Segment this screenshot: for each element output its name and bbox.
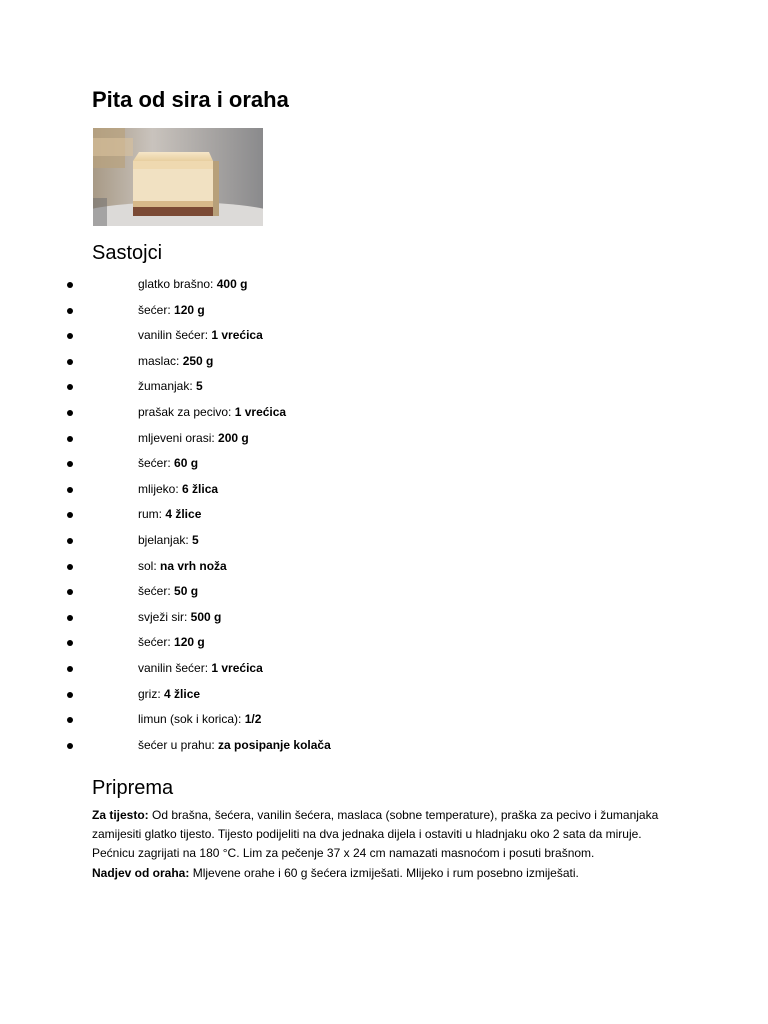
ingredient-text bbox=[138, 630, 205, 656]
filling-text: Mljevene orahe i 60 g šećera izmiješati. Mlijeko i rum posebno izmiješati. bbox=[189, 865, 579, 880]
ingredient-name: maslac: bbox=[138, 353, 183, 368]
ingredients-heading: Sastojci bbox=[92, 242, 163, 264]
ingredient-item bbox=[0, 374, 768, 400]
ingredient-text bbox=[138, 605, 221, 631]
bullet-icon bbox=[67, 564, 73, 570]
recipe-title: Pita od sira i oraha bbox=[92, 87, 289, 112]
ingredient-text bbox=[138, 426, 249, 452]
preparation-text bbox=[92, 806, 682, 883]
ingredient-amount: 5 bbox=[196, 379, 203, 394]
bullet-icon bbox=[67, 743, 73, 749]
ingredient-text bbox=[138, 451, 198, 477]
ingredient-name: šećer: bbox=[138, 635, 175, 650]
ingredient-text bbox=[138, 272, 247, 298]
ingredient-item bbox=[0, 477, 768, 503]
ingredient-name: bjelanjak: bbox=[138, 532, 193, 547]
ingredient-item bbox=[0, 630, 768, 656]
ingredient-text bbox=[138, 579, 198, 605]
ingredient-amount: 200 g bbox=[218, 430, 249, 445]
ingredient-text bbox=[138, 400, 286, 426]
ingredient-name: vanilin šećer: bbox=[138, 660, 212, 675]
ingredient-item bbox=[0, 656, 768, 682]
bullet-icon bbox=[67, 308, 73, 314]
ingredient-text bbox=[138, 554, 227, 580]
ingredient-item bbox=[0, 272, 768, 298]
ingredient-name: svježi sir: bbox=[138, 609, 191, 624]
ingredient-text bbox=[138, 682, 200, 708]
bullet-icon bbox=[67, 640, 73, 646]
ingredient-text bbox=[138, 656, 263, 682]
ingredient-amount: 120 g bbox=[174, 635, 205, 650]
ingredient-amount: 500 g bbox=[190, 609, 222, 624]
bullet-icon bbox=[67, 589, 73, 595]
ingredient-amount: 1 vrećica bbox=[234, 404, 287, 419]
ingredient-amount: 4 žlice bbox=[164, 686, 201, 701]
ingredient-amount: 60 g bbox=[174, 456, 199, 471]
ingredient-item bbox=[0, 451, 768, 477]
ingredient-amount: 1 vrećica bbox=[211, 660, 263, 675]
ingredient-amount: 400 g bbox=[216, 277, 248, 291]
ingredient-item bbox=[0, 682, 768, 708]
ingredient-text bbox=[138, 349, 213, 375]
dough-text: Od brašna, šećera, vanilin šećera, maslaca (sobne temperature), praška za pecivo i žumanjaka zamijesiti glatko tijesto. Tijesto podijeliti na dva jednaka dijela i ostaviti u hladnjaku oko 2 sata da miruje. Pećnicu zagrijati na 180 °C. Lim za pečenje 37 x 24 cm namazati masnoćom i posuti brašnom. bbox=[92, 808, 659, 861]
bullet-icon bbox=[67, 615, 73, 621]
ingredient-item bbox=[0, 605, 768, 631]
ingredient-item bbox=[0, 707, 768, 733]
ingredient-item bbox=[0, 502, 768, 528]
ingredient-text bbox=[138, 502, 201, 528]
filling-label: Nadjev od oraha: bbox=[92, 865, 190, 880]
ingredient-text bbox=[138, 528, 199, 554]
ingredient-name: glatko brašno: bbox=[138, 277, 217, 291]
ingredient-name: rum: bbox=[138, 507, 166, 522]
ingredient-name: šećer u prahu: bbox=[138, 737, 219, 752]
ingredient-item bbox=[0, 579, 768, 605]
bullet-icon bbox=[67, 538, 73, 544]
dough-label: Za tijesto: bbox=[92, 808, 149, 822]
ingredient-text bbox=[138, 323, 263, 349]
bullet-icon bbox=[67, 512, 73, 518]
ingredient-amount: 1/2 bbox=[244, 712, 262, 727]
ingredient-text bbox=[138, 298, 205, 324]
ingredient-name: šećer: bbox=[138, 456, 175, 471]
ingredient-item bbox=[0, 426, 768, 452]
bullet-icon bbox=[67, 436, 73, 442]
cake-photo bbox=[93, 128, 263, 226]
ingredient-name: mljeveni orasi: bbox=[138, 430, 219, 445]
bullet-icon bbox=[67, 282, 73, 288]
ingredients-list bbox=[0, 272, 768, 758]
ingredient-amount: 250 g bbox=[182, 353, 214, 368]
ingredient-amount: 50 g bbox=[174, 584, 199, 599]
ingredient-amount: za posipanje kolača bbox=[218, 737, 331, 752]
ingredient-amount: 120 g bbox=[174, 302, 205, 317]
ingredient-name: sol: bbox=[138, 558, 161, 573]
bullet-icon bbox=[67, 333, 73, 339]
ingredient-item bbox=[0, 400, 768, 426]
bullet-icon bbox=[67, 692, 73, 698]
ingredient-item bbox=[0, 554, 768, 580]
bullet-icon bbox=[67, 461, 73, 467]
ingredient-text bbox=[138, 477, 218, 503]
ingredient-text bbox=[138, 733, 331, 759]
ingredient-name: šećer: bbox=[138, 302, 175, 317]
bullet-icon bbox=[67, 384, 73, 390]
ingredient-item bbox=[0, 733, 768, 759]
ingredient-amount: 4 žlice bbox=[165, 507, 202, 522]
ingredient-amount: 5 bbox=[192, 532, 199, 547]
ingredient-item bbox=[0, 349, 768, 375]
ingredient-name: mlijeko: bbox=[138, 481, 183, 496]
ingredient-name: limun (sok i korica): bbox=[138, 712, 245, 727]
bullet-icon bbox=[67, 487, 73, 493]
bullet-icon bbox=[67, 717, 73, 723]
ingredient-name: prašak za pecivo: bbox=[138, 404, 235, 419]
preparation-heading: Priprema bbox=[92, 777, 174, 799]
ingredient-amount: 1 vrećica bbox=[211, 328, 263, 343]
ingredient-name: šećer: bbox=[138, 584, 175, 599]
ingredient-amount: na vrh noža bbox=[160, 558, 227, 573]
ingredient-item bbox=[0, 528, 768, 554]
ingredient-text bbox=[138, 374, 203, 400]
ingredient-name: vanilin šećer: bbox=[138, 328, 212, 343]
ingredient-item bbox=[0, 298, 768, 324]
ingredient-name: griz: bbox=[138, 686, 165, 701]
bullet-icon bbox=[67, 359, 73, 365]
ingredient-amount: 6 žlica bbox=[182, 481, 219, 496]
ingredient-name: žumanjak: bbox=[138, 379, 197, 394]
ingredient-item bbox=[0, 323, 768, 349]
bullet-icon bbox=[67, 666, 73, 672]
bullet-icon bbox=[67, 410, 73, 416]
ingredient-text bbox=[138, 707, 261, 733]
